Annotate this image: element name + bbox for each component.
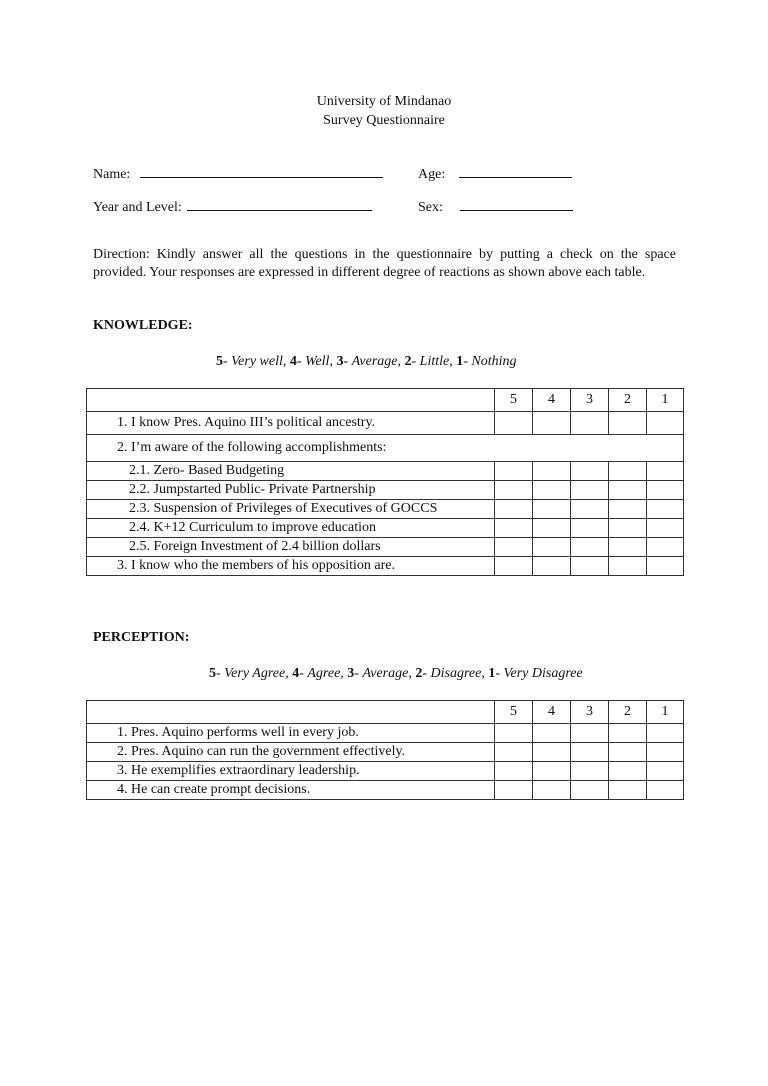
check-cell[interactable] bbox=[533, 762, 571, 781]
document-title: Survey Questionnaire bbox=[323, 113, 445, 128]
scale-1: 1 bbox=[647, 389, 684, 412]
statement: 3. I know who the members of his opposition are. bbox=[87, 557, 495, 576]
year-level-field bbox=[93, 196, 372, 216]
scale-3: 3 bbox=[571, 701, 609, 724]
perception-table bbox=[86, 700, 684, 800]
check-cell[interactable] bbox=[495, 557, 533, 576]
check-cell[interactable] bbox=[571, 500, 609, 519]
scale-2: 2 bbox=[609, 389, 647, 412]
statement: 3. He exemplifies extraordinary leadership. bbox=[87, 762, 495, 781]
age-blank[interactable] bbox=[459, 163, 572, 178]
check-cell[interactable] bbox=[609, 724, 647, 743]
check-cell[interactable] bbox=[533, 462, 571, 481]
name-label: Name: bbox=[93, 167, 131, 182]
perception-legend: 5- Very Agree, 4- Agree, 3- Average, 2- Disagree, 1- Very Disagree bbox=[209, 666, 583, 681]
table-row bbox=[87, 412, 684, 435]
check-cell[interactable] bbox=[609, 412, 647, 435]
check-cell[interactable] bbox=[609, 462, 647, 481]
scale-4: 4 bbox=[533, 389, 571, 412]
statement: 1. Pres. Aquino performs well in every job. bbox=[87, 724, 495, 743]
table-row bbox=[87, 724, 684, 743]
check-cell[interactable] bbox=[495, 412, 533, 435]
statement: 2.5. Foreign Investment of 2.4 billion dollars bbox=[87, 538, 495, 557]
check-cell[interactable] bbox=[609, 519, 647, 538]
check-cell[interactable] bbox=[571, 412, 609, 435]
age-label: Age: bbox=[418, 167, 446, 182]
year-level-label: Year and Level: bbox=[93, 200, 182, 215]
name-field bbox=[93, 163, 383, 183]
perception-heading: PERCEPTION: bbox=[93, 630, 190, 645]
knowledge-legend: 5- Very well, 4- Well, 3- Average, 2- Little, 1- Nothing bbox=[216, 354, 517, 369]
statement: 2.4. K+12 Curriculum to improve education bbox=[87, 519, 495, 538]
scale-1: 1 bbox=[647, 701, 684, 724]
check-cell[interactable] bbox=[647, 538, 684, 557]
table-row bbox=[87, 519, 684, 538]
check-cell[interactable] bbox=[533, 724, 571, 743]
check-cell[interactable] bbox=[533, 481, 571, 500]
table-row bbox=[87, 781, 684, 800]
age-field bbox=[418, 163, 572, 183]
check-cell[interactable] bbox=[609, 500, 647, 519]
check-cell[interactable] bbox=[495, 781, 533, 800]
table-row bbox=[87, 481, 684, 500]
check-cell[interactable] bbox=[495, 519, 533, 538]
table-row bbox=[87, 435, 684, 462]
scale-3: 3 bbox=[571, 389, 609, 412]
table-row bbox=[87, 557, 684, 576]
check-cell[interactable] bbox=[533, 743, 571, 762]
statement: 2.1. Zero- Based Budgeting bbox=[87, 462, 495, 481]
check-cell[interactable] bbox=[495, 743, 533, 762]
scale-5: 5 bbox=[495, 389, 533, 412]
name-blank[interactable] bbox=[140, 163, 383, 178]
check-cell[interactable] bbox=[533, 538, 571, 557]
check-cell[interactable] bbox=[647, 724, 684, 743]
check-cell[interactable] bbox=[571, 462, 609, 481]
check-cell[interactable] bbox=[647, 743, 684, 762]
table-row bbox=[87, 500, 684, 519]
check-cell[interactable] bbox=[647, 500, 684, 519]
sex-label: Sex: bbox=[418, 200, 443, 215]
knowledge-heading: KNOWLEDGE: bbox=[93, 318, 193, 333]
check-cell[interactable] bbox=[609, 743, 647, 762]
check-cell[interactable] bbox=[647, 519, 684, 538]
year-level-blank[interactable] bbox=[187, 196, 372, 211]
check-cell[interactable] bbox=[495, 462, 533, 481]
check-cell[interactable] bbox=[571, 762, 609, 781]
check-cell[interactable] bbox=[647, 481, 684, 500]
check-cell[interactable] bbox=[609, 481, 647, 500]
statement: 1. I know Pres. Aquino III’s political ancestry. bbox=[87, 412, 495, 435]
check-cell[interactable] bbox=[495, 762, 533, 781]
statement: 2.2. Jumpstarted Public- Private Partnership bbox=[87, 481, 495, 500]
check-cell[interactable] bbox=[647, 781, 684, 800]
knowledge-table bbox=[86, 388, 684, 576]
table-row bbox=[87, 743, 684, 762]
statement: 2. I’m aware of the following accomplishments: bbox=[87, 435, 684, 462]
check-cell[interactable] bbox=[647, 462, 684, 481]
knowledge-header-row bbox=[87, 389, 684, 412]
table-row bbox=[87, 538, 684, 557]
statement: 2. Pres. Aquino can run the government effectively. bbox=[87, 743, 495, 762]
sex-blank[interactable] bbox=[460, 196, 573, 211]
check-cell[interactable] bbox=[609, 538, 647, 557]
check-cell[interactable] bbox=[609, 557, 647, 576]
check-cell[interactable] bbox=[495, 500, 533, 519]
check-cell[interactable] bbox=[533, 519, 571, 538]
university-name: University of Mindanao bbox=[316, 94, 452, 109]
perception-header-row bbox=[87, 701, 684, 724]
check-cell[interactable] bbox=[571, 481, 609, 500]
check-cell[interactable] bbox=[647, 557, 684, 576]
scale-4: 4 bbox=[533, 701, 571, 724]
check-cell[interactable] bbox=[533, 500, 571, 519]
check-cell[interactable] bbox=[571, 538, 609, 557]
check-cell[interactable] bbox=[647, 762, 684, 781]
sex-field bbox=[418, 196, 573, 216]
check-cell[interactable] bbox=[533, 557, 571, 576]
check-cell[interactable] bbox=[571, 557, 609, 576]
statement: 2.3. Suspension of Privileges of Executives of GOCCS bbox=[87, 500, 495, 519]
check-cell[interactable] bbox=[571, 743, 609, 762]
statement: 4. He can create prompt decisions. bbox=[87, 781, 495, 800]
check-cell[interactable] bbox=[571, 724, 609, 743]
check-cell[interactable] bbox=[495, 538, 533, 557]
scale-5: 5 bbox=[495, 701, 533, 724]
check-cell[interactable] bbox=[647, 412, 684, 435]
check-cell[interactable] bbox=[533, 781, 571, 800]
check-cell[interactable] bbox=[571, 781, 609, 800]
table-row bbox=[87, 762, 684, 781]
check-cell[interactable] bbox=[495, 724, 533, 743]
direction-text: Direction: Kindly answer all the questions in the questionnaire by putting a check on the space provided. Your responses are expressed in different degree of reactions as shown above each table. bbox=[93, 247, 676, 280]
check-cell[interactable] bbox=[609, 762, 647, 781]
scale-2: 2 bbox=[609, 701, 647, 724]
check-cell[interactable] bbox=[609, 781, 647, 800]
table-row bbox=[87, 462, 684, 481]
check-cell[interactable] bbox=[571, 519, 609, 538]
check-cell[interactable] bbox=[495, 481, 533, 500]
check-cell[interactable] bbox=[533, 412, 571, 435]
